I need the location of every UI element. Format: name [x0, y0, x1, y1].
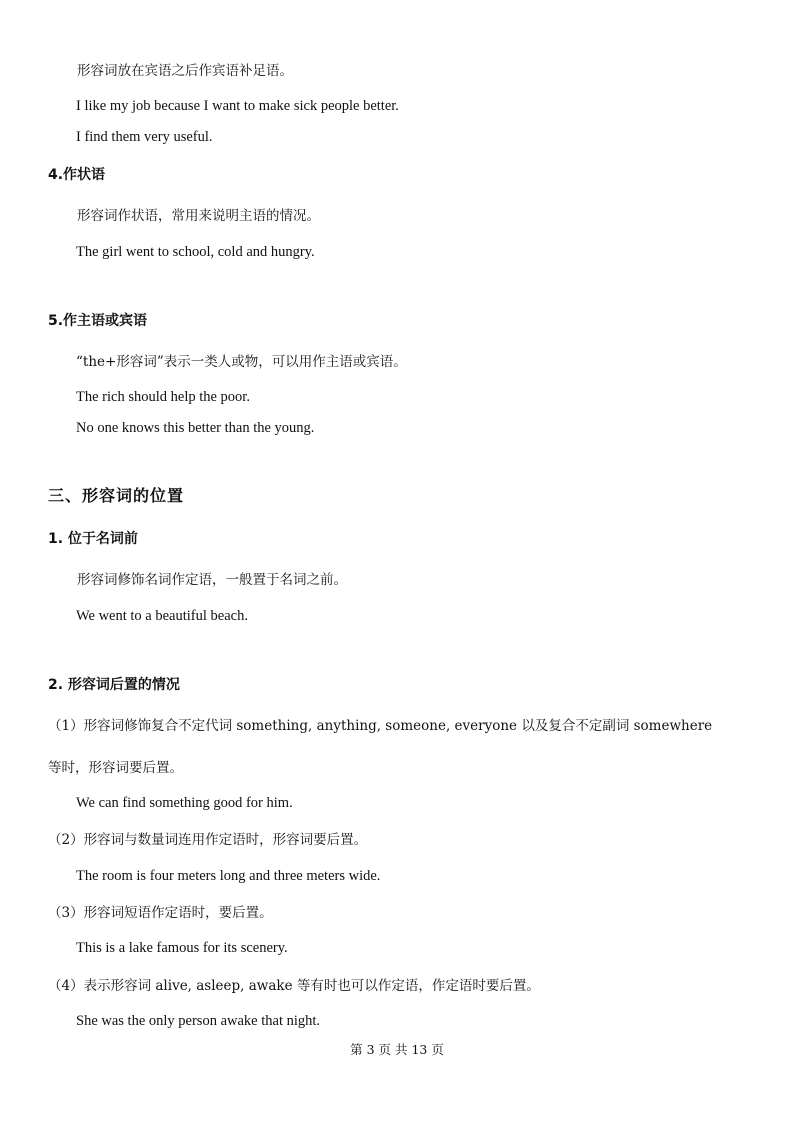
heading-subject-object: 5.作主语或宾语 — [48, 313, 148, 329]
example-sentence: I find them very useful. — [76, 129, 213, 145]
example-sentence: We went to a beautiful beach. — [76, 608, 248, 624]
example-sentence: I like my job because I want to make sick people better. — [76, 98, 399, 114]
example-sentence: No one knows this better than the young. — [76, 420, 315, 436]
example-sentence: We can find something good for him. — [76, 795, 293, 811]
example-sentence: This is a lake famous for its scenery. — [76, 940, 288, 956]
text-rule-1-continued: 等时，形容词要后置。 — [48, 760, 183, 776]
heading-adverbial: 4.作状语 — [48, 167, 106, 183]
example-sentence: The girl went to school, cold and hungry. — [76, 244, 315, 260]
example-sentence: She was the only person awake that night. — [76, 1013, 321, 1029]
section-title-adjective-position: 三、形容词的位置 — [48, 486, 185, 505]
text-object-complement-rule: 形容词放在宾语之后作宾语补足语。 — [77, 63, 293, 79]
text-the-adjective-rule: “the+形容词”表示一类人或物，可以用作主语或宾语。 — [76, 354, 407, 370]
example-sentence: The room is four meters long and three meters wide. — [76, 868, 381, 884]
text-rule-1: （1）形容词修饰复合不定代词 something, anything, someone, everyone 以及复合不定副词 somewhere — [48, 718, 713, 734]
heading-before-noun: 1. 位于名词前 — [48, 531, 138, 547]
example-sentence: The rich should help the poor. — [76, 389, 250, 405]
text-adverbial-rule: 形容词作状语，常用来说明主语的情况。 — [77, 208, 320, 224]
text-rule-3: （3）形容词短语作定语时，要后置。 — [48, 905, 273, 921]
page-number-footer: 第 3 页 共 13 页 — [350, 1042, 444, 1057]
text-before-noun-rule: 形容词修饰名词作定语，一般置于名词之前。 — [77, 572, 347, 588]
text-rule-2: （2）形容词与数量词连用作定语时，形容词要后置。 — [48, 832, 368, 848]
text-rule-4: （4）表示形容词 alive, asleep, awake 等有时也可以作定语，作定语时要后置。 — [48, 978, 540, 994]
heading-after-noun: 2. 形容词后置的情况 — [48, 677, 180, 693]
